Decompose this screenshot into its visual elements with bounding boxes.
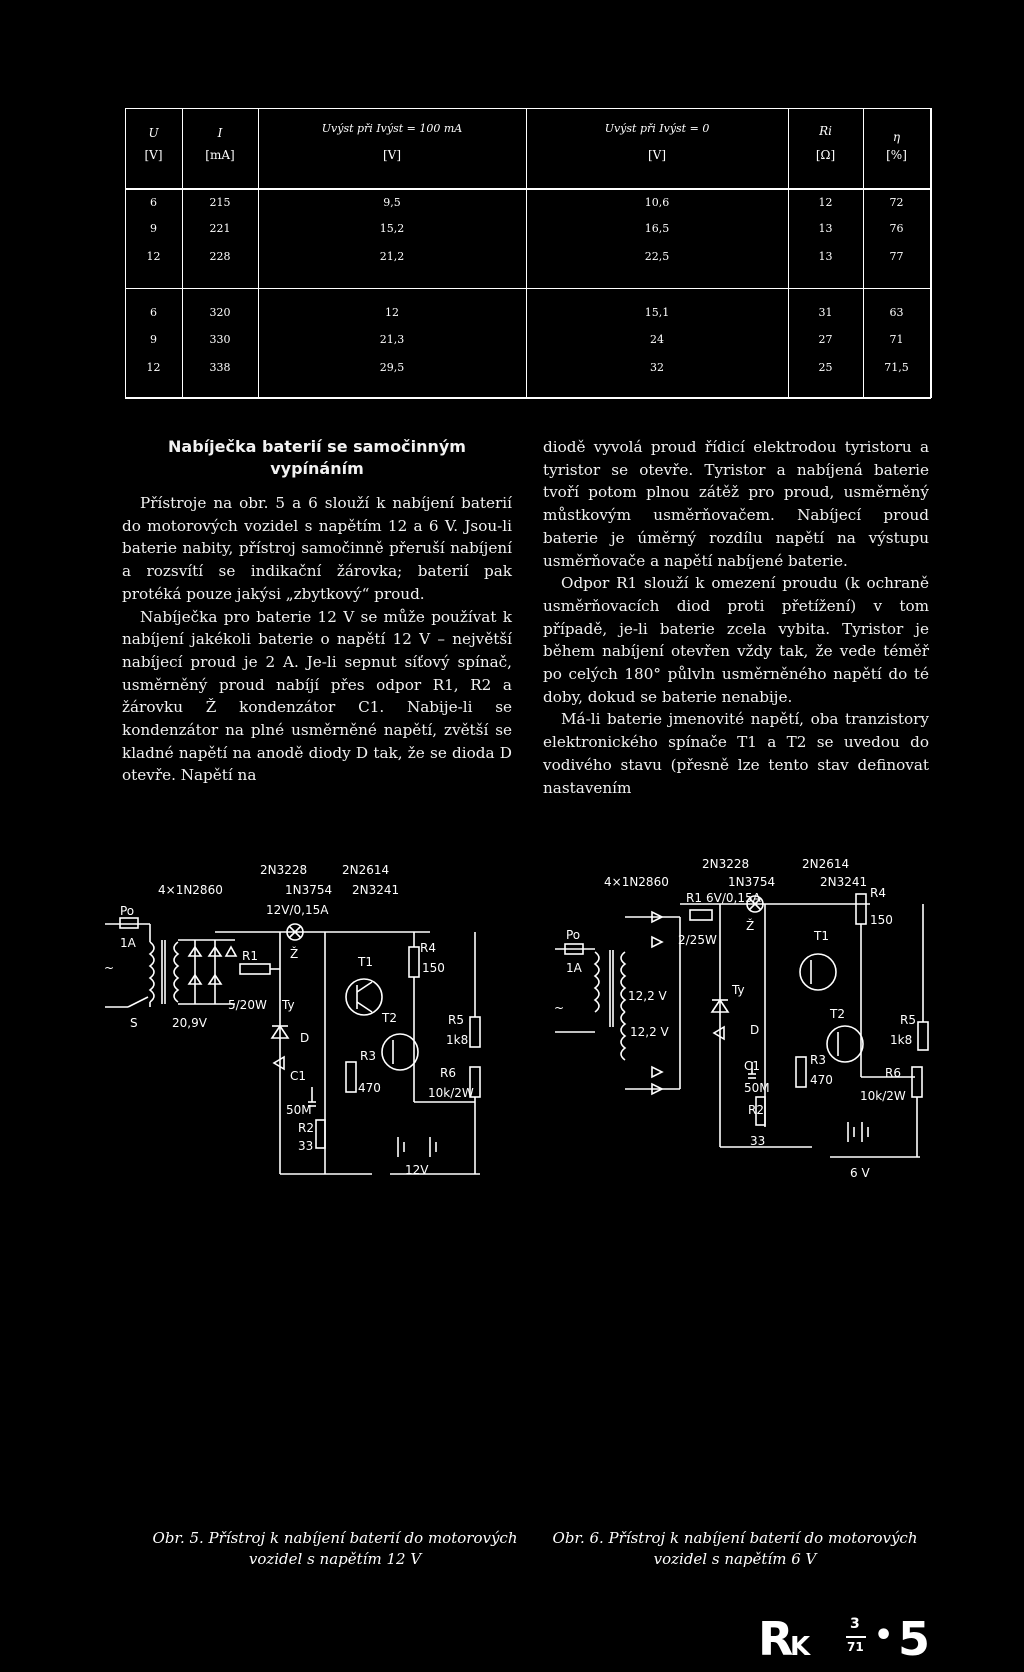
table-cell: 15,2 bbox=[379, 222, 405, 235]
table-cell: 10,6 bbox=[644, 196, 670, 209]
fig5-label: 1A bbox=[120, 936, 136, 950]
paragraph: Přístroje na obr. 5 a 6 slouží k nabíjení baterií do motorových vozidel s napětím 12 a 6 V. Jsou-li baterie nabity, přístroj samočinně přeruší nabíjení a rozsvítí se indikační žárovka; baterií pak protéká pouze jakýsi „zbytkový“ proud. bbox=[122, 494, 512, 603]
right-column bbox=[543, 436, 929, 799]
resistor-r1-icon bbox=[690, 910, 712, 920]
fig6-label: 1N3754 bbox=[728, 875, 776, 889]
table-cell: 215 bbox=[209, 196, 231, 209]
fig6-label: 2N2614 bbox=[802, 857, 850, 871]
transformer-primary-icon bbox=[150, 942, 154, 1002]
table-cell: 9 bbox=[150, 333, 157, 346]
resistor-r4-icon bbox=[409, 947, 419, 977]
page-number: 5 bbox=[898, 1612, 931, 1666]
col-u100-header: Uvýst při Ivýst = 100 mA bbox=[321, 122, 463, 135]
fig5-label: 470 bbox=[358, 1081, 381, 1095]
fig6-label: 6V/0,15A bbox=[706, 891, 761, 905]
transformer-secondary-icon bbox=[174, 942, 178, 1002]
results-table bbox=[125, 108, 931, 398]
fig5-label: R5 bbox=[448, 1013, 464, 1027]
table-cell: 76 bbox=[889, 222, 904, 235]
fig5-label: Ty bbox=[282, 998, 295, 1012]
fig5-label: Ž bbox=[290, 947, 299, 961]
fig6-label: R2 bbox=[748, 1103, 764, 1117]
table-cell: 12 bbox=[385, 306, 399, 319]
fig5-label: 1N3754 bbox=[285, 883, 333, 897]
table-cell: 9,5 bbox=[383, 196, 401, 209]
fig5-label: R1 bbox=[242, 949, 258, 963]
fig6-label: Ž bbox=[746, 919, 755, 933]
fig5-label: 2N2614 bbox=[342, 863, 390, 877]
transformer-secondary-icon bbox=[621, 952, 625, 1012]
col-ri-header: Ri bbox=[819, 124, 832, 138]
table-cell: 27 bbox=[818, 333, 833, 346]
fig6-label: R1 bbox=[686, 891, 702, 905]
table-cell: 29,5 bbox=[379, 361, 405, 374]
paragraph: Má-li baterie jmenovité napětí, oba tranzistory elektronického spínače T1 a T2 se uvedou do vodivého stavu (přesně lze tento stav definovat nastavením bbox=[543, 710, 929, 797]
table-cell: 32 bbox=[650, 361, 664, 374]
fig5-label: 20,9V bbox=[172, 1016, 207, 1030]
fraction-line bbox=[846, 1636, 866, 1638]
article-heading: Nabíječka baterií se samočinným vypínáním bbox=[168, 437, 466, 478]
fig6-label: 2N3241 bbox=[820, 875, 868, 889]
table-cell: 31 bbox=[818, 306, 833, 319]
issue-year: 71 bbox=[847, 1640, 864, 1654]
fig5-label: R6 bbox=[440, 1066, 456, 1080]
table-cell: 24 bbox=[650, 333, 664, 346]
fig6-label: R3 bbox=[810, 1053, 826, 1067]
transistor-t1-icon bbox=[800, 954, 836, 990]
fig5-label: T1 bbox=[358, 955, 373, 969]
table-cell: 330 bbox=[209, 333, 231, 346]
fig5-label: S bbox=[130, 1016, 138, 1030]
table-cell: 13 bbox=[818, 222, 833, 235]
col-eta-unit: [%] bbox=[886, 148, 907, 162]
fig6-label: 12,2 V bbox=[630, 1025, 669, 1039]
fig6-label: 50M bbox=[744, 1081, 770, 1095]
transistor-t2-icon bbox=[382, 1034, 418, 1070]
logo-k: K bbox=[790, 1632, 811, 1662]
col-u-unit: [V] bbox=[144, 148, 163, 162]
table-cell: 25 bbox=[818, 361, 833, 374]
transformer-secondary-icon bbox=[621, 1012, 625, 1060]
fig5-label: D bbox=[300, 1031, 310, 1045]
col-u0-unit: [V] bbox=[647, 148, 667, 162]
fig5-label: R3 bbox=[360, 1049, 376, 1063]
table-cell: 221 bbox=[209, 222, 231, 235]
fig6-label: 2/25W bbox=[678, 933, 717, 947]
fig5-label: 12V bbox=[405, 1163, 429, 1177]
table-cell: 12 bbox=[146, 361, 161, 374]
fig6-label: 2N3228 bbox=[702, 857, 750, 871]
diode-icon bbox=[652, 937, 662, 947]
resistor-r3-icon bbox=[346, 1062, 356, 1092]
paragraph: diodě vyvolá proud řídicí elektrodou tyristoru a tyristor se otevře. Tyristor a nabíjená baterie tvoří potom plnou zátěž pro proud, usměrněný můstkovým usměrňovačem. Nabíjecí proud baterie je úměrný rozdílu napětí na výstupu usměrňovače a napětí nabíjené baterie. bbox=[543, 438, 929, 570]
potentiometer-r6-icon bbox=[912, 1067, 922, 1097]
fig5-label: ~ bbox=[104, 961, 115, 975]
zener-icon bbox=[226, 947, 236, 956]
fig6-label: R4 bbox=[870, 886, 886, 900]
transistor-t2-icon bbox=[827, 1026, 863, 1062]
col-i-unit: [mA] bbox=[205, 148, 235, 162]
fig6-label: T1 bbox=[814, 929, 829, 943]
table-cell: 228 bbox=[209, 250, 231, 263]
diode-d-icon bbox=[274, 1057, 284, 1069]
fig6-label: C1 bbox=[744, 1059, 761, 1073]
table-cell: 15,1 bbox=[644, 306, 670, 319]
fig5-label: R2 bbox=[298, 1121, 314, 1135]
fig6-label: T2 bbox=[830, 1007, 845, 1021]
fig6-label: 33 bbox=[750, 1134, 766, 1148]
issue-number: 3 bbox=[850, 1616, 860, 1632]
resistor-r2-icon bbox=[316, 1120, 325, 1148]
diode-icon bbox=[652, 1067, 662, 1077]
transistor-t1-icon bbox=[346, 979, 382, 1015]
fig5-label: 150 bbox=[422, 961, 445, 975]
table-cell: 71 bbox=[889, 333, 904, 346]
table-cell: 72 bbox=[889, 196, 904, 209]
table-cell: 71,5 bbox=[884, 361, 909, 374]
fig5-label: 50M bbox=[286, 1103, 312, 1117]
fig6-label: 10k/2W bbox=[860, 1089, 906, 1103]
fig5-label: 5/20W bbox=[228, 998, 267, 1012]
fig5-label: T2 bbox=[382, 1011, 397, 1025]
fig6-caption: Obr. 6. Přístroj k nabíjení baterií do motorových vozidel s napětím 6 V bbox=[552, 1529, 918, 1568]
table-cell: 12 bbox=[818, 196, 833, 209]
fig6-label: 150 bbox=[870, 913, 893, 927]
fig6-label: D bbox=[750, 1023, 760, 1037]
fig6-label: 1A bbox=[566, 961, 582, 975]
fig6-schematic bbox=[540, 852, 940, 1182]
resistor-r5-icon bbox=[918, 1022, 928, 1050]
col-u100-unit: [V] bbox=[382, 148, 402, 162]
table-cell: 22,5 bbox=[644, 250, 670, 263]
fig5-label: 2N3228 bbox=[260, 863, 308, 877]
fig5-label: 33 bbox=[298, 1139, 314, 1153]
resistor-r1-icon bbox=[240, 964, 270, 974]
switch-icon bbox=[128, 997, 148, 1007]
paragraph: Odpor R1 slouží k omezení proudu (k ochraně usměrňovacích diod proti přetížení) v tom případě, je-li baterie zcela vybita. Tyristor je během nabíjení otevřen vždy tak, že vede téměř po celých 180° půlvln usměrněného napětí do té doby, dokud se baterie nenabije. bbox=[543, 574, 929, 706]
resistor-r5-icon bbox=[470, 1017, 480, 1047]
table-cell: 77 bbox=[889, 250, 904, 263]
bullet: • bbox=[874, 1618, 894, 1653]
table-cell: 6 bbox=[150, 306, 157, 319]
fig6-label: 4×1N2860 bbox=[604, 875, 669, 889]
fig5-label: C1 bbox=[290, 1069, 307, 1083]
fig6-label: Po bbox=[566, 928, 581, 942]
fig6-label: 6 V bbox=[850, 1166, 870, 1180]
table-cell: 21,2 bbox=[379, 250, 405, 263]
fig6-label: ~ bbox=[554, 1001, 565, 1015]
fig5-label: 12V/0,15A bbox=[266, 903, 329, 917]
table-cell: 6 bbox=[150, 196, 157, 209]
table-cell: 320 bbox=[209, 306, 231, 319]
fig6-label: 470 bbox=[810, 1073, 833, 1087]
paragraph: Nabíječka pro baterie 12 V se může používat k nabíjení jakékoli baterie o napětí 12 V – největší nabíjecí proud je 2 A. Je-li sepnut síťový spínač, usměrněný proud nabíjí přes odpor R1, R2 a žárovku Ž kondenzátor C1. Nabije-li se kondenzátor na plné usměrněné napětí, zvětší se kladné napětí na anodě diody D tak, že se dioda D otevře. Napětí na bbox=[122, 607, 512, 785]
col-ri-unit: [Ω] bbox=[815, 148, 836, 162]
fig5-label: 10k/2W bbox=[428, 1086, 474, 1100]
logo-r: R bbox=[758, 1612, 794, 1666]
left-column bbox=[122, 436, 512, 787]
fig5-label: Po bbox=[120, 904, 135, 918]
fig5-schematic bbox=[100, 852, 500, 1182]
table-cell: 13 bbox=[818, 250, 833, 263]
resistor-r4-icon bbox=[856, 894, 866, 924]
table-cell: 12 bbox=[146, 250, 161, 263]
table-cell: 338 bbox=[209, 361, 231, 374]
diode-d-icon bbox=[714, 1027, 724, 1039]
table-cell: 16,5 bbox=[644, 222, 670, 235]
fuse-icon bbox=[120, 918, 138, 928]
col-u0-header: Uvýst při Ivýst = 0 bbox=[604, 122, 710, 135]
fig5-caption: Obr. 5. Přístroj k nabíjení baterií do motorových vozidel s napětím 12 V bbox=[152, 1529, 518, 1568]
fig5-label: 1k8 bbox=[446, 1033, 469, 1047]
fig5-label: 2N3241 bbox=[352, 883, 400, 897]
transformer-primary-icon bbox=[595, 952, 599, 1012]
col-u-header: U bbox=[148, 126, 159, 140]
fig5-label: 4×1N2860 bbox=[158, 883, 223, 897]
fig6-label: R5 bbox=[900, 1013, 916, 1027]
col-i-header: I bbox=[217, 126, 223, 140]
fig6-label: Ty bbox=[732, 983, 745, 997]
fig5-label: R4 bbox=[420, 941, 436, 955]
table-cell: 63 bbox=[889, 306, 904, 319]
fig6-label: R6 bbox=[885, 1066, 901, 1080]
table-cell: 9 bbox=[150, 222, 157, 235]
table-cell: 21,3 bbox=[379, 333, 405, 346]
fig6-label: 12,2 V bbox=[628, 989, 667, 1003]
col-eta-header: η bbox=[892, 130, 901, 144]
fig6-label: 1k8 bbox=[890, 1033, 913, 1047]
resistor-r3-icon bbox=[796, 1057, 806, 1087]
magazine-logo bbox=[758, 1612, 948, 1672]
